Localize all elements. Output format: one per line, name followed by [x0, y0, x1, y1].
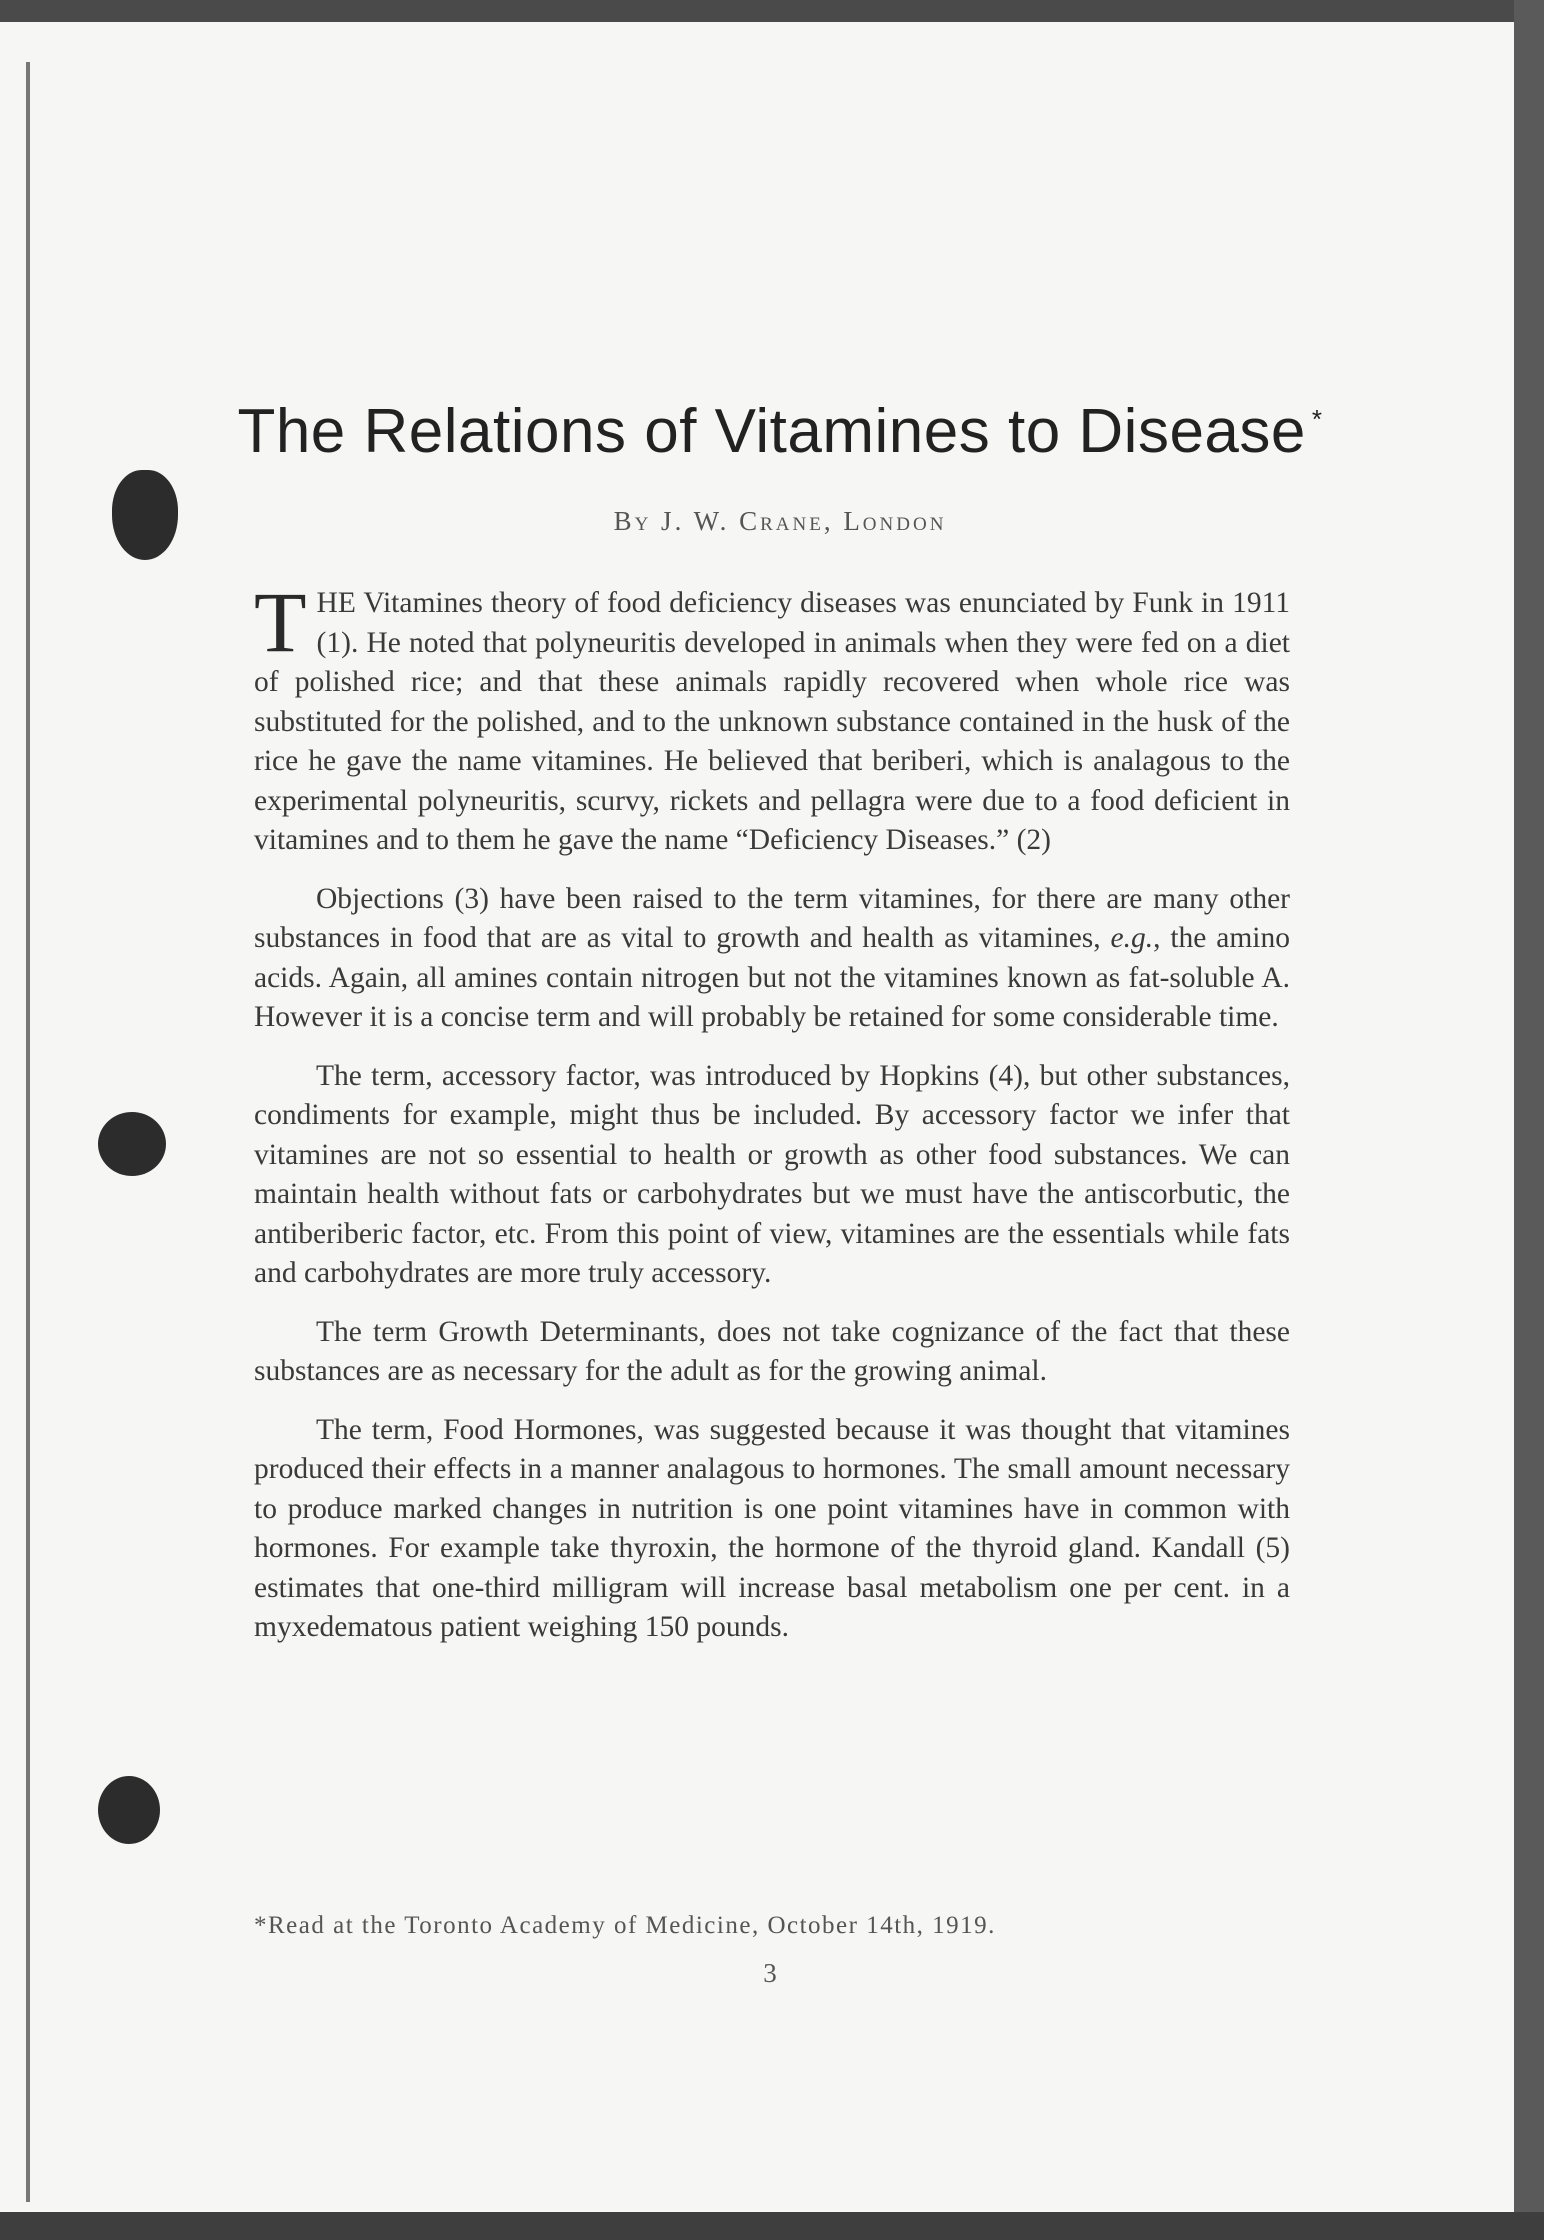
- paragraph-2-italic: e.g.: [1110, 922, 1154, 954]
- paragraph-3: The term, accessory factor, was introduced by Hopkins (4), but other substances, condiments for example, might thus be included. By accessory factor we infer that vitamines are not so essential to health or growth as other food substances. We can maintain health without fats or carbohydrates but we must have the antiscorbutic, the antiberiberic factor, etc. From this point of view, vitamines are the essentials while fats and carbohydrates are more truly accessory.: [254, 1059, 1290, 1289]
- scan-border-right: [1514, 0, 1544, 2240]
- paragraph-4: The term Growth Determinants, does not take cognizance of the fact that these substances are as necessary for the adult as for the growing animal.: [254, 1315, 1290, 1387]
- article-byline: By J. W. Crane, London: [613, 506, 947, 536]
- punch-hole: [112, 470, 178, 560]
- footnote: *Read at the Toronto Academy of Medicine, October 14th, 1919.: [254, 1912, 996, 1939]
- article-body: [254, 574, 1291, 1667]
- drop-cap: T: [254, 574, 307, 670]
- page-number: 3: [763, 1958, 777, 1988]
- paragraph-2-text-a: Objections (3) have been raised to the term vitamines, for there are many other substances in food that are as vital to growth and health as vitamines,: [254, 882, 1290, 954]
- footnote-marker: *: [1311, 404, 1323, 434]
- punch-hole: [98, 1776, 160, 1844]
- punch-hole: [98, 1112, 166, 1176]
- page-fold-edge: [26, 62, 30, 2202]
- paragraph-1-text: HE Vitamines theory of food deficiency diseases was enunciated by Funk in 1911 (1). He noted that polyneuritis developed in animals when they were fed on a diet of polished rice; and that these animals rapidly recovered when whole rice was substituted for the polished, and to the unknown substance contained in the husk of the rice he gave the name vitamines. He believed that beriberi, which is analagous to the experimental polyneuritis, scurvy, rickets and pellagra were due to a food deficient in vitamines and to them he gave the name “Deficiency Diseases.” (2): [254, 587, 1290, 856]
- article-title-text: The Relations of Vitamines to Disease: [237, 397, 1306, 466]
- scan-border-bottom: [0, 2212, 1544, 2240]
- paragraph-2-text-b: , the amino acids. Again, all amines contain nitrogen but not the vitamines known as fat-soluble A. However it is a concise term and will probably be retained for some considerable time.: [254, 922, 1291, 1033]
- article-title: [210, 396, 1350, 467]
- paragraph-1: [254, 574, 1290, 861]
- paragraph-5: The term, Food Hormones, was suggested because it was thought that vitamines produced their effects in a manner analagous to hormones. The small amount necessary to produce marked changes in nutrition is one point vitamines have in common with hormones. For example take thyroxin, the hormone of the thyroid gland. Kandall (5) estimates that one-third milligram will increase basal metabolism one per cent. in a myxedematous patient weighing 150 pounds.: [254, 1413, 1290, 1643]
- paragraph-2: [254, 880, 1290, 1038]
